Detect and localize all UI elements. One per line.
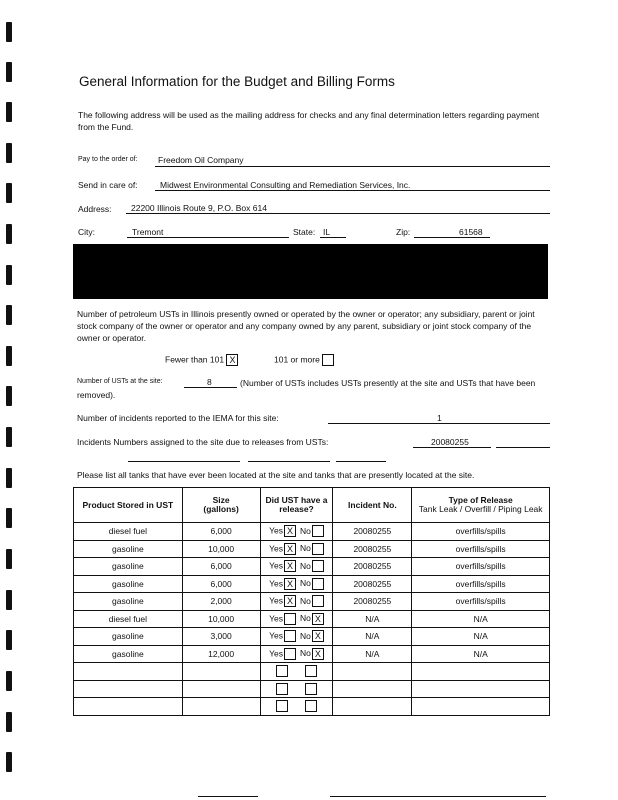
yes-label: Yes bbox=[269, 560, 283, 571]
cell-release bbox=[260, 575, 333, 593]
fewer-than-checkbox[interactable]: X bbox=[226, 354, 238, 366]
incident-numbers-line-5 bbox=[336, 461, 386, 462]
cell-release bbox=[260, 540, 333, 558]
cell-product[interactable]: gasoline bbox=[74, 575, 183, 593]
cell-incident[interactable]: 20080255 bbox=[333, 523, 412, 541]
no-label: No bbox=[299, 648, 311, 658]
punch-mark bbox=[6, 143, 12, 163]
cell-product[interactable]: diesel fuel bbox=[74, 610, 183, 628]
incidents-reported-value[interactable]: 1 bbox=[437, 413, 442, 423]
no-checkbox[interactable] bbox=[305, 665, 317, 677]
intro-text: The following address will be used as the mailing address for checks and any final determination letters regarding payment from the Fund. bbox=[78, 110, 540, 132]
address-line bbox=[126, 213, 550, 214]
yes-checkbox[interactable] bbox=[284, 630, 296, 642]
usts-at-site-label: Number of USTs at the site: bbox=[77, 378, 163, 385]
yes-checkbox[interactable] bbox=[276, 700, 288, 712]
yes-checkbox[interactable]: X bbox=[284, 525, 296, 537]
cell-type[interactable]: overfills/spills bbox=[412, 558, 550, 576]
empty-table-row bbox=[74, 663, 550, 681]
cell-size[interactable]: 3,000 bbox=[182, 628, 260, 646]
care-of-label: Send in care of: bbox=[78, 180, 138, 190]
cell-release bbox=[260, 523, 333, 541]
no-label: No bbox=[299, 595, 311, 606]
table-row bbox=[74, 575, 550, 593]
no-checkbox[interactable] bbox=[305, 683, 317, 695]
ust-question: Number of petroleum USTs in Illinois presently owned or operated by the owner or operator; any subsidiary, parent or joint stock company of the owner or operator and any company owned by any parent, subsidiary or joint stock company of the owner or operator. bbox=[77, 309, 535, 343]
incident-numbers-label: Incidents Numbers assigned to the site due to releases from USTs: bbox=[77, 437, 329, 447]
no-label: No bbox=[299, 630, 311, 641]
empty-cell[interactable] bbox=[182, 698, 260, 716]
table-row bbox=[74, 558, 550, 576]
empty-table-row bbox=[74, 698, 550, 716]
city-label: City: bbox=[78, 227, 95, 237]
yes-label: Yes bbox=[269, 525, 283, 536]
more-than-checkbox[interactable] bbox=[322, 354, 334, 366]
yes-label: Yes bbox=[269, 595, 283, 606]
tanks-table bbox=[73, 487, 550, 716]
no-checkbox[interactable] bbox=[312, 595, 324, 607]
footer-line-1 bbox=[198, 796, 258, 797]
empty-cell[interactable] bbox=[260, 680, 333, 698]
cell-type[interactable]: overfills/spills bbox=[412, 575, 550, 593]
yes-checkbox[interactable] bbox=[276, 683, 288, 695]
table-row bbox=[74, 523, 550, 541]
no-checkbox[interactable] bbox=[305, 700, 317, 712]
yes-label: Yes bbox=[269, 648, 283, 658]
punch-mark bbox=[6, 468, 12, 488]
incident-numbers-line-2 bbox=[496, 447, 550, 448]
empty-cell[interactable] bbox=[74, 680, 183, 698]
empty-cell[interactable] bbox=[182, 663, 260, 681]
pay-to-line bbox=[155, 166, 550, 167]
cell-size[interactable]: 6,000 bbox=[182, 558, 260, 576]
cell-incident[interactable]: N/A bbox=[333, 645, 412, 663]
state-line bbox=[320, 237, 346, 238]
yes-label: Yes bbox=[269, 578, 283, 588]
fewer-than-label: Fewer than 101 bbox=[165, 354, 225, 365]
punch-mark bbox=[6, 62, 12, 82]
punch-mark bbox=[6, 386, 12, 406]
incident-numbers-line-3 bbox=[128, 461, 240, 462]
empty-cell[interactable] bbox=[333, 663, 412, 681]
list-instruction: Please list all tanks that have ever been located at the site and tanks that are presently located at the site. bbox=[77, 470, 475, 480]
usts-at-site-note: (Number of USTs includes USTs presently at the site and USTs that have been removed). bbox=[77, 378, 536, 400]
cell-size[interactable]: 2,000 bbox=[182, 593, 260, 611]
punch-mark bbox=[6, 752, 12, 772]
no-label: No bbox=[299, 578, 311, 588]
empty-cell[interactable] bbox=[182, 680, 260, 698]
more-than-option[interactable] bbox=[274, 354, 334, 366]
punch-mark bbox=[6, 427, 12, 447]
empty-cell[interactable] bbox=[412, 680, 550, 698]
no-checkbox[interactable]: X bbox=[312, 613, 324, 625]
empty-cell[interactable] bbox=[260, 663, 333, 681]
table-row bbox=[74, 540, 550, 558]
table-row bbox=[74, 610, 550, 628]
no-checkbox[interactable]: X bbox=[312, 648, 324, 660]
city-value[interactable]: Tremont bbox=[132, 227, 164, 237]
table-row bbox=[74, 593, 550, 611]
yes-checkbox[interactable] bbox=[284, 648, 296, 660]
header-product: Product Stored in UST bbox=[74, 488, 183, 523]
empty-cell[interactable] bbox=[333, 698, 412, 716]
incidents-reported-line bbox=[328, 423, 550, 424]
empty-cell[interactable] bbox=[74, 663, 183, 681]
punch-mark bbox=[6, 508, 12, 528]
yes-label: Yes bbox=[269, 543, 283, 553]
punch-mark bbox=[6, 346, 12, 366]
cell-incident[interactable]: 20080255 bbox=[333, 593, 412, 611]
usts-at-site-value[interactable]: 8 bbox=[207, 377, 212, 387]
cell-release bbox=[260, 558, 333, 576]
empty-cell[interactable] bbox=[412, 698, 550, 716]
punch-mark bbox=[6, 305, 12, 325]
punch-mark bbox=[6, 224, 12, 244]
cell-type[interactable]: N/A bbox=[412, 610, 550, 628]
header-type: Type of Release Tank Leak / Overfill / Piping Leak bbox=[412, 488, 550, 523]
empty-cell[interactable] bbox=[74, 698, 183, 716]
cell-product[interactable]: gasoline bbox=[74, 593, 183, 611]
cell-product[interactable]: gasoline bbox=[74, 628, 183, 646]
cell-size[interactable]: 6,000 bbox=[182, 575, 260, 593]
pay-to-label: Pay to the order of: bbox=[78, 156, 138, 163]
yes-checkbox[interactable] bbox=[284, 613, 296, 625]
care-of-line bbox=[155, 190, 550, 191]
header-release: Did UST have a release? bbox=[260, 488, 333, 523]
cell-type[interactable]: N/A bbox=[412, 645, 550, 663]
punch-mark bbox=[6, 183, 12, 203]
table-header-row bbox=[74, 488, 550, 523]
address-label: Address: bbox=[78, 204, 112, 214]
yes-checkbox[interactable] bbox=[276, 665, 288, 677]
cell-type[interactable]: N/A bbox=[412, 628, 550, 646]
page-title: General Information for the Budget and Billing Forms bbox=[79, 74, 395, 89]
cell-size[interactable]: 12,000 bbox=[182, 645, 260, 663]
punch-mark bbox=[6, 102, 12, 122]
punch-mark bbox=[6, 712, 12, 732]
cell-incident[interactable]: N/A bbox=[333, 628, 412, 646]
table-row bbox=[74, 628, 550, 646]
zip-value[interactable]: 61568 bbox=[459, 227, 483, 237]
zip-line bbox=[414, 237, 490, 238]
header-incident: Incident No. bbox=[333, 488, 412, 523]
header-size: Size (gallons) bbox=[182, 488, 260, 523]
incident-numbers-line-4 bbox=[248, 461, 330, 462]
empty-cell[interactable] bbox=[333, 680, 412, 698]
cell-incident[interactable]: N/A bbox=[333, 610, 412, 628]
incident-numbers-line-1 bbox=[413, 447, 491, 448]
yes-checkbox[interactable]: X bbox=[284, 578, 296, 590]
punch-mark bbox=[6, 22, 12, 42]
no-checkbox[interactable] bbox=[312, 543, 324, 555]
zip-label: Zip: bbox=[396, 227, 411, 237]
table-row bbox=[74, 645, 550, 663]
cell-release bbox=[260, 593, 333, 611]
cell-incident[interactable]: 20080255 bbox=[333, 575, 412, 593]
yes-checkbox[interactable]: X bbox=[284, 595, 296, 607]
cell-size[interactable]: 10,000 bbox=[182, 610, 260, 628]
footer-line-2 bbox=[330, 796, 546, 797]
incidents-reported-label: Number of incidents reported to the IEMA for this site: bbox=[77, 413, 279, 423]
cell-product[interactable]: gasoline bbox=[74, 645, 183, 663]
redacted-block bbox=[73, 244, 548, 299]
pay-to-value[interactable]: Freedom Oil Company bbox=[158, 155, 244, 165]
more-than-label: 101 or more bbox=[274, 354, 320, 365]
cell-product[interactable]: diesel fuel bbox=[74, 523, 183, 541]
care-of-value[interactable]: Midwest Environmental Consulting and Remediation Services, Inc. bbox=[160, 180, 411, 190]
punch-mark bbox=[6, 671, 12, 691]
cell-product[interactable]: gasoline bbox=[74, 558, 183, 576]
cell-release bbox=[260, 645, 333, 663]
cell-type[interactable]: overfills/spills bbox=[412, 540, 550, 558]
cell-incident[interactable]: 20080255 bbox=[333, 540, 412, 558]
cell-release bbox=[260, 610, 333, 628]
no-checkbox[interactable] bbox=[312, 525, 324, 537]
no-label: No bbox=[299, 543, 311, 553]
empty-table-row bbox=[74, 680, 550, 698]
empty-cell[interactable] bbox=[260, 698, 333, 716]
yes-label: Yes bbox=[269, 613, 283, 623]
cell-size[interactable]: 6,000 bbox=[182, 523, 260, 541]
no-checkbox[interactable] bbox=[312, 560, 324, 572]
table-body bbox=[74, 523, 550, 716]
no-checkbox[interactable]: X bbox=[312, 630, 324, 642]
state-value[interactable]: IL bbox=[323, 227, 331, 237]
city-line bbox=[127, 237, 289, 238]
no-label: No bbox=[299, 525, 311, 536]
no-label: No bbox=[299, 613, 311, 623]
empty-cell[interactable] bbox=[412, 663, 550, 681]
punch-mark bbox=[6, 549, 12, 569]
cell-incident[interactable]: 20080255 bbox=[333, 558, 412, 576]
address-value[interactable]: 22200 Illinois Route 9, P.O. Box 614 bbox=[131, 203, 267, 213]
cell-release bbox=[260, 628, 333, 646]
cell-type[interactable]: overfills/spills bbox=[412, 593, 550, 611]
yes-checkbox[interactable]: X bbox=[284, 543, 296, 555]
state-label: State: bbox=[293, 227, 316, 237]
cell-size[interactable]: 10,000 bbox=[182, 540, 260, 558]
punch-mark bbox=[6, 590, 12, 610]
yes-checkbox[interactable]: X bbox=[284, 560, 296, 572]
no-checkbox[interactable] bbox=[312, 578, 324, 590]
cell-product[interactable]: gasoline bbox=[74, 540, 183, 558]
punch-mark bbox=[6, 630, 12, 650]
fewer-than-option[interactable] bbox=[165, 354, 238, 366]
punch-mark bbox=[6, 265, 12, 285]
incident-numbers-value[interactable]: 20080255 bbox=[431, 437, 469, 447]
yes-label: Yes bbox=[269, 630, 283, 641]
cell-type[interactable]: overfills/spills bbox=[412, 523, 550, 541]
no-label: No bbox=[299, 560, 311, 571]
